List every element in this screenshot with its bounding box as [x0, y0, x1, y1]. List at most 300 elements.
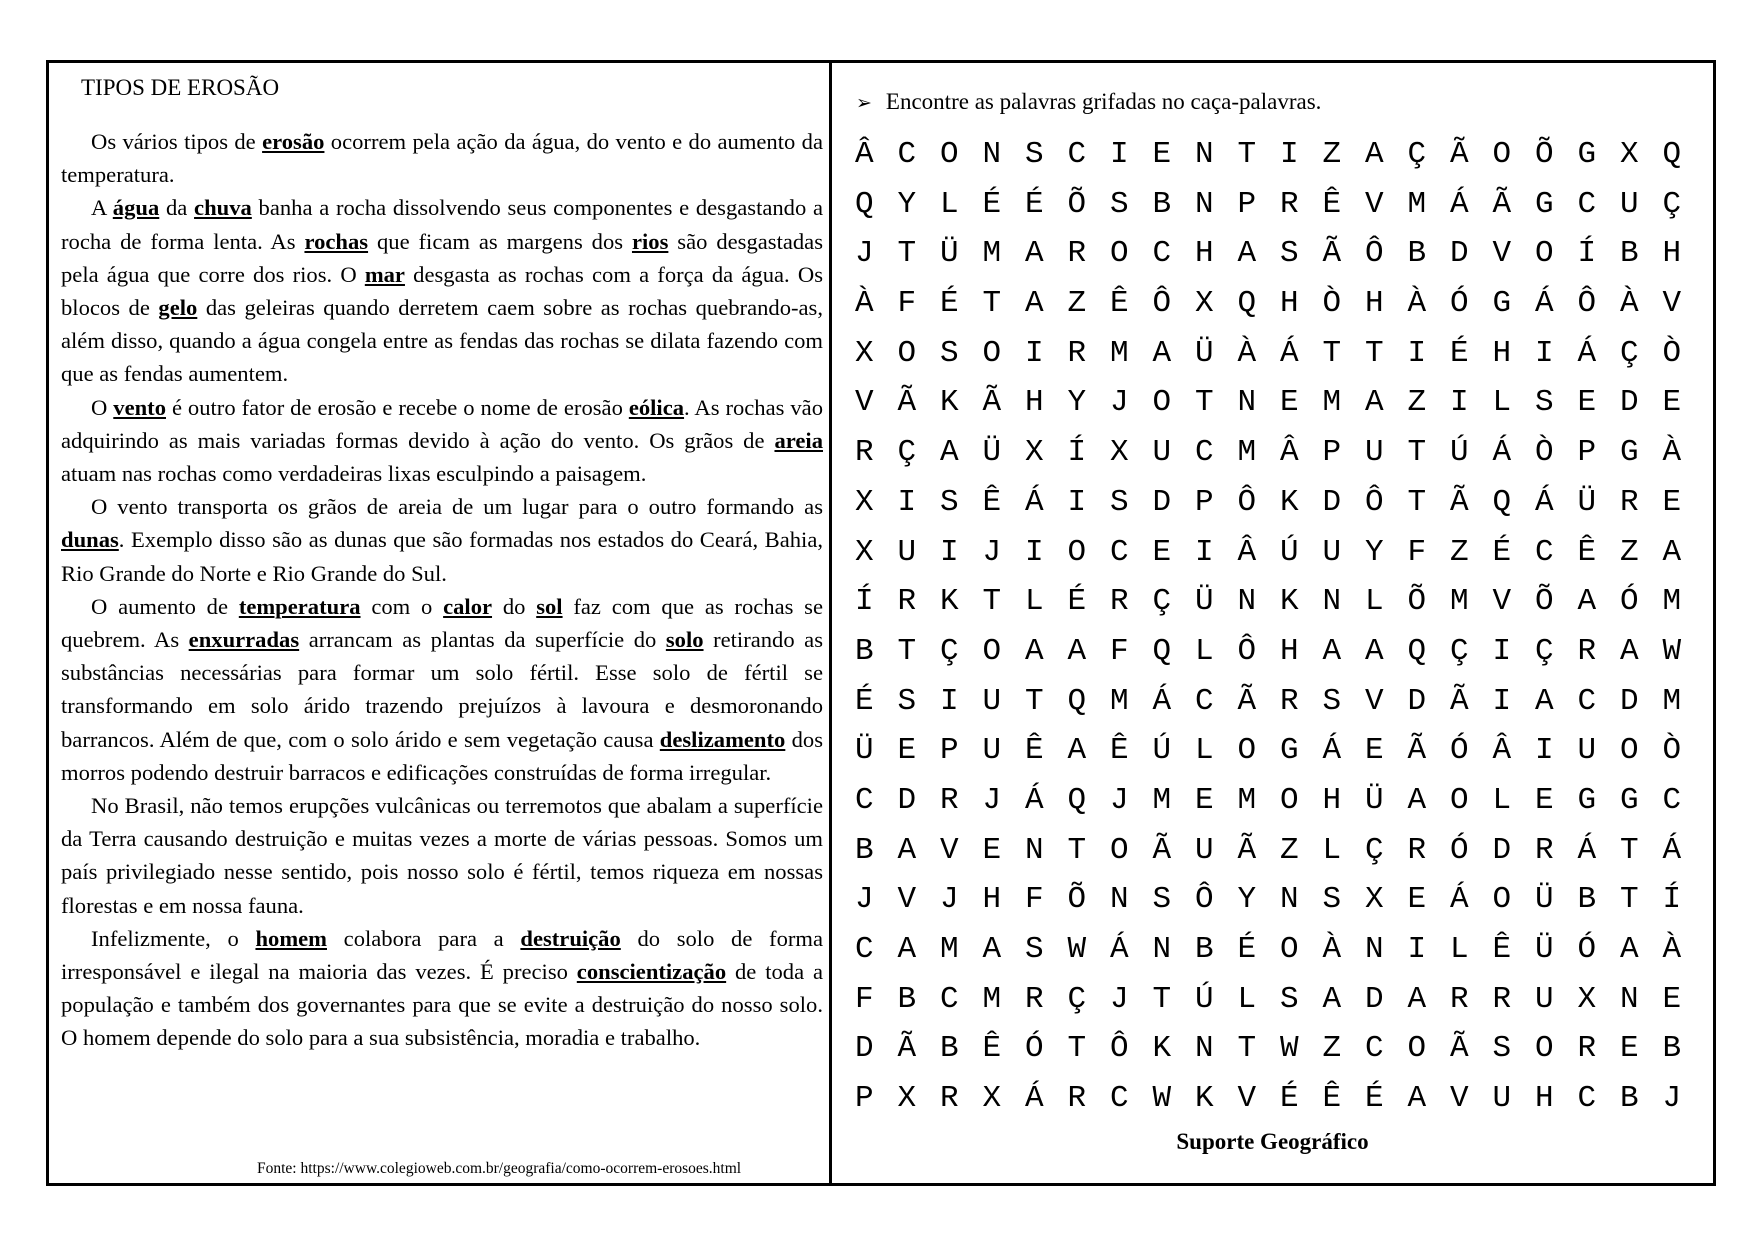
- grid-letter[interactable]: Ó: [1024, 1031, 1044, 1067]
- grid-letter[interactable]: Ú: [1194, 981, 1214, 1017]
- grid-letter[interactable]: Ô: [1152, 286, 1172, 322]
- grid-letter[interactable]: J: [982, 782, 1002, 818]
- grid-letter[interactable]: U: [1577, 733, 1597, 769]
- grid-letter[interactable]: V: [1364, 186, 1384, 222]
- grid-letter[interactable]: M: [1662, 584, 1682, 620]
- grid-letter[interactable]: Ê: [1322, 1081, 1342, 1117]
- grid-letter[interactable]: P: [854, 1081, 874, 1117]
- grid-letter[interactable]: A: [1619, 633, 1639, 669]
- grid-letter[interactable]: N: [1237, 584, 1257, 620]
- grid-letter[interactable]: F: [1109, 633, 1129, 669]
- grid-letter[interactable]: L: [1194, 733, 1214, 769]
- grid-letter[interactable]: E: [1662, 981, 1682, 1017]
- grid-letter[interactable]: É: [1024, 186, 1044, 222]
- grid-letter[interactable]: H: [1279, 633, 1299, 669]
- grid-letter[interactable]: U: [1492, 1081, 1512, 1117]
- grid-letter[interactable]: Õ: [1067, 186, 1087, 222]
- grid-letter[interactable]: A: [1364, 137, 1384, 172]
- grid-letter[interactable]: Ã: [1237, 832, 1257, 868]
- grid-letter[interactable]: I: [1492, 633, 1512, 669]
- grid-letter[interactable]: X: [1619, 137, 1639, 172]
- grid-letter[interactable]: B: [1194, 932, 1214, 967]
- grid-letter[interactable]: Ç: [1152, 584, 1172, 620]
- grid-letter[interactable]: T: [1194, 385, 1214, 421]
- grid-letter[interactable]: Ç: [897, 435, 917, 471]
- grid-letter[interactable]: N: [1194, 137, 1214, 172]
- grid-letter[interactable]: Ê: [1109, 733, 1129, 769]
- grid-letter[interactable]: V: [1662, 286, 1682, 322]
- grid-letter[interactable]: I: [897, 484, 917, 520]
- grid-letter[interactable]: N: [1322, 584, 1342, 620]
- grid-letter[interactable]: M: [982, 981, 1002, 1017]
- grid-letter[interactable]: M: [982, 236, 1002, 272]
- grid-letter[interactable]: D: [1619, 683, 1639, 719]
- grid-letter[interactable]: A: [1024, 286, 1044, 322]
- grid-letter[interactable]: Â: [1279, 435, 1299, 471]
- grid-letter[interactable]: J: [939, 882, 959, 918]
- grid-letter[interactable]: X: [1109, 435, 1129, 471]
- grid-letter[interactable]: D: [897, 782, 917, 818]
- grid-letter[interactable]: I: [1194, 534, 1214, 570]
- grid-letter[interactable]: À: [1662, 435, 1682, 471]
- grid-letter[interactable]: H: [1194, 236, 1214, 272]
- grid-letter[interactable]: Ã: [897, 1031, 917, 1067]
- grid-letter[interactable]: Ç: [1067, 981, 1087, 1017]
- grid-letter[interactable]: S: [1279, 981, 1299, 1017]
- grid-letter[interactable]: T: [1024, 683, 1044, 719]
- grid-letter[interactable]: Ò: [1662, 335, 1682, 371]
- grid-letter[interactable]: S: [1109, 186, 1129, 222]
- grid-letter[interactable]: X: [897, 1081, 917, 1117]
- grid-letter[interactable]: É: [1237, 932, 1257, 967]
- grid-letter[interactable]: A: [1322, 633, 1342, 669]
- grid-letter[interactable]: Y: [1067, 385, 1087, 421]
- grid-letter[interactable]: K: [1194, 1081, 1214, 1117]
- grid-letter[interactable]: L: [1492, 385, 1512, 421]
- grid-letter[interactable]: B: [854, 832, 874, 868]
- grid-letter[interactable]: S: [1492, 1031, 1512, 1067]
- grid-letter[interactable]: K: [1152, 1031, 1172, 1067]
- grid-letter[interactable]: Á: [1322, 733, 1342, 769]
- grid-letter[interactable]: Á: [1279, 335, 1299, 371]
- grid-letter[interactable]: R: [1024, 981, 1044, 1017]
- grid-letter[interactable]: H: [1364, 286, 1384, 322]
- grid-letter[interactable]: Ã: [1237, 683, 1257, 719]
- grid-letter[interactable]: Ô: [1577, 286, 1597, 322]
- grid-letter[interactable]: A: [1364, 385, 1384, 421]
- grid-letter[interactable]: R: [1492, 981, 1512, 1017]
- grid-letter[interactable]: Ê: [1492, 932, 1512, 967]
- grid-letter[interactable]: Ú: [1449, 435, 1469, 471]
- grid-letter[interactable]: B: [1407, 236, 1427, 272]
- grid-letter[interactable]: P: [939, 733, 959, 769]
- grid-letter[interactable]: E: [1364, 733, 1384, 769]
- grid-letter[interactable]: S: [939, 484, 959, 520]
- grid-letter[interactable]: I: [939, 534, 959, 570]
- grid-letter[interactable]: H: [1322, 782, 1342, 818]
- grid-letter[interactable]: X: [1024, 435, 1044, 471]
- grid-letter[interactable]: Q: [1067, 782, 1087, 818]
- grid-letter[interactable]: C: [1662, 782, 1682, 818]
- grid-letter[interactable]: D: [1449, 236, 1469, 272]
- grid-letter[interactable]: V: [1449, 1081, 1469, 1117]
- grid-letter[interactable]: R: [1279, 186, 1299, 222]
- grid-letter[interactable]: M: [1109, 335, 1129, 371]
- grid-letter[interactable]: Á: [1534, 286, 1554, 322]
- grid-letter[interactable]: M: [939, 932, 959, 967]
- grid-letter[interactable]: T: [1237, 137, 1257, 172]
- grid-letter[interactable]: X: [1194, 286, 1214, 322]
- grid-letter[interactable]: X: [854, 484, 874, 520]
- grid-letter[interactable]: D: [1492, 832, 1512, 868]
- grid-letter[interactable]: H: [1492, 335, 1512, 371]
- grid-letter[interactable]: F: [854, 981, 874, 1017]
- grid-letter[interactable]: Á: [1534, 484, 1554, 520]
- grid-letter[interactable]: Z: [1322, 137, 1342, 172]
- grid-letter[interactable]: D: [1322, 484, 1342, 520]
- grid-letter[interactable]: Ç: [1364, 832, 1384, 868]
- grid-letter[interactable]: Á: [1577, 832, 1597, 868]
- grid-letter[interactable]: Ü: [939, 236, 959, 272]
- grid-letter[interactable]: N: [982, 137, 1002, 172]
- grid-letter[interactable]: U: [982, 683, 1002, 719]
- grid-letter[interactable]: Ò: [1662, 733, 1682, 769]
- grid-letter[interactable]: Ü: [1534, 932, 1554, 967]
- grid-letter[interactable]: O: [1279, 782, 1299, 818]
- grid-letter[interactable]: E: [897, 733, 917, 769]
- grid-letter[interactable]: R: [1109, 584, 1129, 620]
- grid-letter[interactable]: R: [897, 584, 917, 620]
- grid-letter[interactable]: R: [1067, 236, 1087, 272]
- grid-letter[interactable]: N: [1237, 385, 1257, 421]
- grid-letter[interactable]: D: [1152, 484, 1172, 520]
- grid-letter[interactable]: Ê: [982, 484, 1002, 520]
- grid-letter[interactable]: À: [1322, 932, 1342, 967]
- grid-letter[interactable]: W: [1662, 633, 1682, 669]
- grid-letter[interactable]: V: [1237, 1081, 1257, 1117]
- grid-letter[interactable]: O: [982, 335, 1002, 371]
- grid-letter[interactable]: M: [1109, 683, 1129, 719]
- grid-letter[interactable]: Ã: [1449, 484, 1469, 520]
- grid-letter[interactable]: U: [897, 534, 917, 570]
- grid-letter[interactable]: U: [1619, 186, 1639, 222]
- grid-letter[interactable]: V: [897, 882, 917, 918]
- grid-letter[interactable]: V: [939, 832, 959, 868]
- grid-letter[interactable]: Ü: [1194, 584, 1214, 620]
- grid-letter[interactable]: Ô: [1364, 484, 1384, 520]
- grid-letter[interactable]: B: [1619, 1081, 1639, 1117]
- grid-letter[interactable]: V: [854, 385, 874, 421]
- grid-letter[interactable]: J: [1109, 981, 1129, 1017]
- grid-letter[interactable]: J: [1662, 1081, 1682, 1117]
- grid-letter[interactable]: À: [1619, 286, 1639, 322]
- grid-letter[interactable]: E: [1152, 137, 1172, 172]
- grid-letter[interactable]: Õ: [1407, 584, 1427, 620]
- grid-letter[interactable]: C: [1152, 236, 1172, 272]
- grid-letter[interactable]: Z: [1279, 832, 1299, 868]
- grid-letter[interactable]: L: [1449, 932, 1469, 967]
- grid-letter[interactable]: A: [1067, 633, 1087, 669]
- grid-letter[interactable]: Ú: [1279, 534, 1299, 570]
- grid-letter[interactable]: I: [1024, 534, 1044, 570]
- grid-letter[interactable]: Z: [1619, 534, 1639, 570]
- grid-letter[interactable]: Á: [1024, 484, 1044, 520]
- grid-letter[interactable]: C: [1109, 534, 1129, 570]
- grid-letter[interactable]: N: [1279, 882, 1299, 918]
- grid-letter[interactable]: G: [1619, 435, 1639, 471]
- grid-letter[interactable]: A: [897, 832, 917, 868]
- grid-letter[interactable]: L: [1492, 782, 1512, 818]
- grid-letter[interactable]: Ã: [982, 385, 1002, 421]
- grid-letter[interactable]: A: [1619, 932, 1639, 967]
- grid-letter[interactable]: Ó: [1449, 832, 1469, 868]
- grid-letter[interactable]: N: [1194, 186, 1214, 222]
- grid-letter[interactable]: T: [1152, 981, 1172, 1017]
- grid-letter[interactable]: D: [854, 1031, 874, 1067]
- grid-letter[interactable]: M: [1407, 186, 1427, 222]
- grid-letter[interactable]: A: [1534, 683, 1554, 719]
- grid-letter[interactable]: J: [854, 882, 874, 918]
- grid-letter[interactable]: B: [1662, 1031, 1682, 1067]
- grid-letter[interactable]: I: [1024, 335, 1044, 371]
- grid-letter[interactable]: T: [982, 584, 1002, 620]
- grid-letter[interactable]: M: [1449, 584, 1469, 620]
- grid-letter[interactable]: A: [1407, 782, 1427, 818]
- grid-letter[interactable]: T: [1407, 484, 1427, 520]
- grid-letter[interactable]: S: [1024, 932, 1044, 967]
- grid-letter[interactable]: E: [1407, 882, 1427, 918]
- grid-letter[interactable]: G: [1619, 782, 1639, 818]
- grid-letter[interactable]: O: [897, 335, 917, 371]
- grid-letter[interactable]: Í: [1662, 882, 1682, 918]
- grid-letter[interactable]: L: [1024, 584, 1044, 620]
- grid-letter[interactable]: H: [1662, 236, 1682, 272]
- grid-letter[interactable]: A: [897, 932, 917, 967]
- grid-letter[interactable]: E: [1534, 782, 1554, 818]
- grid-letter[interactable]: O: [982, 633, 1002, 669]
- grid-letter[interactable]: Q: [1492, 484, 1512, 520]
- grid-letter[interactable]: T: [1619, 882, 1639, 918]
- grid-letter[interactable]: E: [1152, 534, 1172, 570]
- grid-letter[interactable]: N: [1194, 1031, 1214, 1067]
- grid-letter[interactable]: O: [1279, 932, 1299, 967]
- grid-letter[interactable]: N: [1024, 832, 1044, 868]
- grid-letter[interactable]: A: [1407, 981, 1427, 1017]
- grid-letter[interactable]: S: [1279, 236, 1299, 272]
- grid-letter[interactable]: L: [939, 186, 959, 222]
- grid-letter[interactable]: Á: [1449, 186, 1469, 222]
- grid-letter[interactable]: C: [1577, 186, 1597, 222]
- grid-letter[interactable]: Ü: [854, 733, 874, 769]
- grid-letter[interactable]: Ô: [1194, 882, 1214, 918]
- grid-letter[interactable]: B: [1152, 186, 1172, 222]
- grid-letter[interactable]: Ó: [1449, 286, 1469, 322]
- grid-letter[interactable]: D: [1619, 385, 1639, 421]
- grid-letter[interactable]: Ü: [982, 435, 1002, 471]
- grid-letter[interactable]: Ü: [1194, 335, 1214, 371]
- grid-letter[interactable]: C: [1534, 534, 1554, 570]
- grid-letter[interactable]: J: [982, 534, 1002, 570]
- grid-letter[interactable]: P: [1237, 186, 1257, 222]
- grid-letter[interactable]: E: [982, 832, 1002, 868]
- grid-letter[interactable]: S: [1534, 385, 1554, 421]
- grid-letter[interactable]: Ê: [982, 1031, 1002, 1067]
- grid-letter[interactable]: Q: [1237, 286, 1257, 322]
- grid-letter[interactable]: J: [1109, 385, 1129, 421]
- grid-letter[interactable]: R: [939, 782, 959, 818]
- grid-letter[interactable]: E: [1662, 385, 1682, 421]
- grid-letter[interactable]: W: [1152, 1081, 1172, 1117]
- grid-letter[interactable]: U: [1364, 435, 1384, 471]
- grid-letter[interactable]: C: [939, 981, 959, 1017]
- grid-letter[interactable]: É: [1067, 584, 1087, 620]
- grid-letter[interactable]: É: [982, 186, 1002, 222]
- grid-letter[interactable]: T: [1322, 335, 1342, 371]
- grid-letter[interactable]: Ò: [1322, 286, 1342, 322]
- grid-letter[interactable]: H: [1534, 1081, 1554, 1117]
- grid-letter[interactable]: R: [939, 1081, 959, 1117]
- grid-letter[interactable]: Â: [1492, 733, 1512, 769]
- grid-letter[interactable]: M: [1152, 782, 1172, 818]
- grid-letter[interactable]: Ê: [1322, 186, 1342, 222]
- grid-letter[interactable]: Í: [854, 584, 874, 620]
- grid-letter[interactable]: Õ: [1067, 882, 1087, 918]
- grid-letter[interactable]: B: [1577, 882, 1597, 918]
- grid-letter[interactable]: U: [1322, 534, 1342, 570]
- grid-letter[interactable]: I: [939, 683, 959, 719]
- grid-letter[interactable]: C: [1109, 1081, 1129, 1117]
- grid-letter[interactable]: I: [1407, 932, 1427, 967]
- grid-letter[interactable]: H: [1279, 286, 1299, 322]
- grid-letter[interactable]: S: [939, 335, 959, 371]
- grid-letter[interactable]: O: [1109, 236, 1129, 272]
- grid-letter[interactable]: R: [1407, 832, 1427, 868]
- grid-letter[interactable]: A: [1364, 633, 1384, 669]
- grid-letter[interactable]: I: [1109, 137, 1129, 172]
- grid-letter[interactable]: D: [1407, 683, 1427, 719]
- grid-letter[interactable]: S: [1024, 137, 1044, 172]
- grid-letter[interactable]: E: [1619, 1031, 1639, 1067]
- grid-letter[interactable]: O: [1237, 733, 1257, 769]
- grid-letter[interactable]: Q: [854, 186, 874, 222]
- grid-letter[interactable]: H: [982, 882, 1002, 918]
- grid-letter[interactable]: Ã: [1449, 683, 1469, 719]
- grid-letter[interactable]: Á: [1492, 435, 1512, 471]
- grid-letter[interactable]: L: [1237, 981, 1257, 1017]
- grid-letter[interactable]: N: [1109, 882, 1129, 918]
- grid-letter[interactable]: É: [1279, 1081, 1299, 1117]
- grid-letter[interactable]: A: [1322, 981, 1342, 1017]
- grid-letter[interactable]: U: [1194, 832, 1214, 868]
- grid-letter[interactable]: X: [982, 1081, 1002, 1117]
- grid-letter[interactable]: M: [1237, 782, 1257, 818]
- grid-letter[interactable]: Y: [897, 186, 917, 222]
- grid-letter[interactable]: G: [1577, 782, 1597, 818]
- grid-letter[interactable]: Ç: [1619, 335, 1639, 371]
- grid-letter[interactable]: N: [1152, 932, 1172, 967]
- grid-letter[interactable]: C: [854, 782, 874, 818]
- grid-letter[interactable]: Ã: [1449, 1031, 1469, 1067]
- grid-letter[interactable]: L: [1364, 584, 1384, 620]
- grid-letter[interactable]: O: [1492, 882, 1512, 918]
- grid-letter[interactable]: É: [1449, 335, 1469, 371]
- grid-letter[interactable]: W: [1067, 932, 1087, 967]
- grid-letter[interactable]: À: [854, 286, 874, 322]
- grid-letter[interactable]: T: [1407, 435, 1427, 471]
- grid-letter[interactable]: R: [1577, 1031, 1597, 1067]
- grid-letter[interactable]: Y: [1364, 534, 1384, 570]
- grid-letter[interactable]: É: [854, 683, 874, 719]
- grid-letter[interactable]: Z: [1322, 1031, 1342, 1067]
- grid-letter[interactable]: C: [1577, 683, 1597, 719]
- grid-letter[interactable]: A: [1237, 236, 1257, 272]
- grid-letter[interactable]: K: [939, 385, 959, 421]
- grid-letter[interactable]: É: [939, 286, 959, 322]
- grid-letter[interactable]: Ó: [1577, 932, 1597, 967]
- grid-letter[interactable]: A: [1024, 633, 1044, 669]
- grid-letter[interactable]: G: [1279, 733, 1299, 769]
- grid-letter[interactable]: I: [1534, 335, 1554, 371]
- grid-letter[interactable]: R: [1534, 832, 1554, 868]
- grid-letter[interactable]: Ç: [1534, 633, 1554, 669]
- grid-letter[interactable]: Ã: [897, 385, 917, 421]
- grid-letter[interactable]: Z: [1449, 534, 1469, 570]
- grid-letter[interactable]: Ê: [1577, 534, 1597, 570]
- grid-letter[interactable]: E: [1279, 385, 1299, 421]
- grid-letter[interactable]: Ü: [1364, 782, 1384, 818]
- grid-letter[interactable]: G: [1577, 137, 1597, 172]
- grid-letter[interactable]: B: [854, 633, 874, 669]
- grid-letter[interactable]: K: [1279, 484, 1299, 520]
- grid-letter[interactable]: É: [1492, 534, 1512, 570]
- grid-letter[interactable]: R: [1279, 683, 1299, 719]
- grid-letter[interactable]: Ô: [1364, 236, 1384, 272]
- grid-letter[interactable]: C: [1364, 1031, 1384, 1067]
- grid-letter[interactable]: Á: [1449, 882, 1469, 918]
- grid-letter[interactable]: I: [1067, 484, 1087, 520]
- grid-letter[interactable]: Ã: [1492, 186, 1512, 222]
- grid-letter[interactable]: À: [1407, 286, 1427, 322]
- grid-letter[interactable]: E: [1662, 484, 1682, 520]
- grid-letter[interactable]: X: [1577, 981, 1597, 1017]
- grid-letter[interactable]: A: [1662, 534, 1682, 570]
- grid-letter[interactable]: Ó: [1449, 733, 1469, 769]
- grid-letter[interactable]: Ã: [1322, 236, 1342, 272]
- grid-letter[interactable]: A: [1577, 584, 1597, 620]
- grid-letter[interactable]: C: [854, 932, 874, 967]
- grid-letter[interactable]: Y: [1237, 882, 1257, 918]
- grid-letter[interactable]: Ç: [1407, 137, 1427, 172]
- grid-letter[interactable]: Ã: [1152, 832, 1172, 868]
- grid-letter[interactable]: À: [1662, 932, 1682, 967]
- grid-letter[interactable]: Ú: [1152, 733, 1172, 769]
- grid-letter[interactable]: Ã: [1407, 733, 1427, 769]
- grid-letter[interactable]: B: [1619, 236, 1639, 272]
- grid-letter[interactable]: A: [939, 435, 959, 471]
- grid-letter[interactable]: R: [1577, 633, 1597, 669]
- grid-letter[interactable]: X: [1364, 882, 1384, 918]
- grid-letter[interactable]: O: [1534, 236, 1554, 272]
- grid-letter[interactable]: T: [1364, 335, 1384, 371]
- grid-letter[interactable]: O: [1534, 1031, 1554, 1067]
- grid-letter[interactable]: V: [1492, 236, 1512, 272]
- grid-letter[interactable]: T: [897, 236, 917, 272]
- grid-letter[interactable]: Á: [1662, 832, 1682, 868]
- grid-letter[interactable]: C: [1194, 683, 1214, 719]
- grid-letter[interactable]: O: [939, 137, 959, 172]
- grid-letter[interactable]: S: [1322, 683, 1342, 719]
- grid-letter[interactable]: Q: [1152, 633, 1172, 669]
